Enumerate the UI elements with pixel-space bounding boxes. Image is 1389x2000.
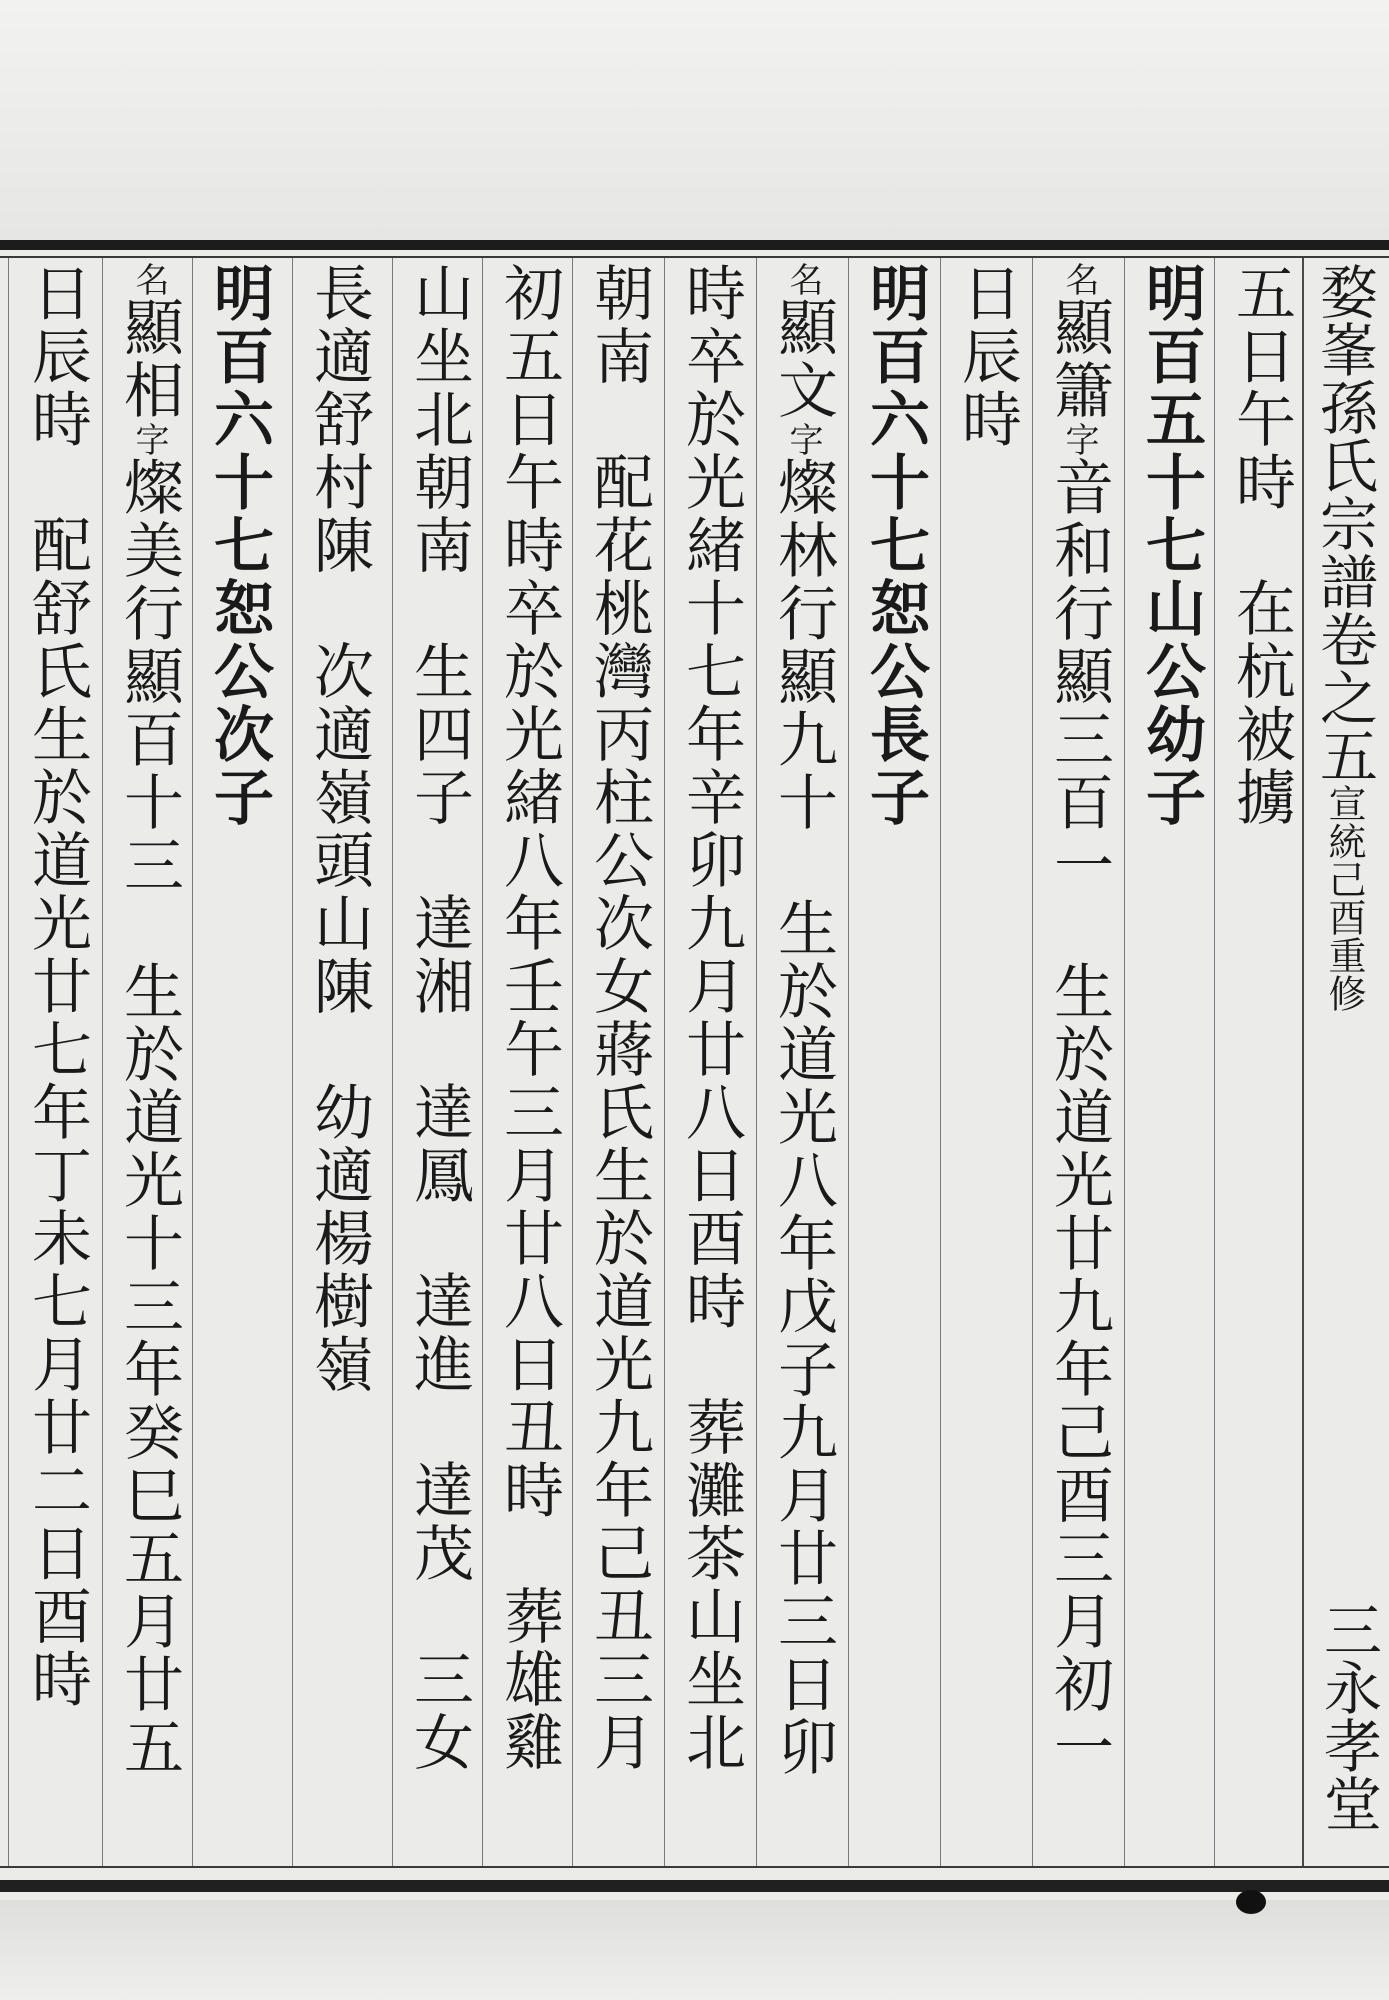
column-text: 顯相 xyxy=(114,296,184,422)
column-text: 山坐北朝南 生四子 達湘 達鳳 達進 達茂 三女 xyxy=(404,262,474,1774)
column-text: 顯簫 xyxy=(1044,296,1114,422)
text-column-7 xyxy=(672,262,750,1862)
column-divider xyxy=(664,258,665,1866)
column-text: 明百五十七山公幼子 xyxy=(1136,262,1206,829)
column-divider xyxy=(848,258,849,1866)
frame-top-border xyxy=(0,240,1389,250)
column-divider xyxy=(392,258,393,1866)
volume-label: 卷之五 xyxy=(1310,610,1378,784)
column-divider xyxy=(572,258,573,1866)
text-column-11 xyxy=(300,262,378,1862)
page-bottom-margin xyxy=(0,1900,1389,2000)
column-text: 顯文 xyxy=(768,296,838,422)
text-column-9 xyxy=(490,262,568,1862)
column-text: 音和行顯三百一 生於道光廿九年己酉三月初一 xyxy=(1044,456,1114,1779)
small-annotation: 名 xyxy=(783,262,823,296)
column-text: 明百六十七恕公長子 xyxy=(860,262,930,829)
small-annotation: 名 xyxy=(1059,262,1099,296)
column-text: 日辰時 配舒氏生於道光廿七年丁未七月廿二日酉時 xyxy=(22,262,92,1711)
column-text: 日辰時 xyxy=(952,262,1022,451)
column-text: 燦林行顯九十 生於道光八年戊子九月廿三日卯 xyxy=(768,456,838,1779)
column-text: 朝南 配花桃灣丙柱公次女蔣氏生於道光九年己丑三月 xyxy=(584,262,654,1774)
column-divider xyxy=(8,258,9,1866)
text-column-13 xyxy=(110,262,188,1862)
small-annotation: 名 xyxy=(129,262,169,296)
ink-blot xyxy=(1236,1890,1266,1914)
column-text: 明百六十七恕公次子 xyxy=(204,262,274,829)
text-column-2 xyxy=(1132,262,1210,1862)
column-text: 燦美行顯百十三 生於道光十三年癸巳五月廿五 xyxy=(114,456,184,1779)
column-divider xyxy=(1032,258,1033,1866)
small-annotation: 字 xyxy=(1059,422,1099,456)
text-column-10 xyxy=(400,262,478,1862)
text-column-1 xyxy=(1222,262,1300,1862)
text-column-8 xyxy=(580,262,658,1862)
text-column-4 xyxy=(948,262,1026,1862)
text-column-14 xyxy=(18,262,96,1862)
column-divider xyxy=(192,258,193,1866)
frame-top-inner-line xyxy=(0,256,1389,258)
column-divider xyxy=(1302,258,1304,1866)
book-title: 婺峯孫氏宗譜 xyxy=(1310,262,1378,610)
text-column-3 xyxy=(1040,262,1118,1862)
column-text: 初五日午時卒於光緒八年壬午三月廿八日丑時 葬雄雞 xyxy=(494,262,564,1774)
text-column-12 xyxy=(200,262,278,1862)
frame-bottom-inner-line xyxy=(0,1866,1389,1868)
folio-block xyxy=(1312,1600,1384,1832)
column-divider xyxy=(1214,258,1215,1866)
frame-bottom-border xyxy=(0,1880,1389,1892)
small-annotation: 字 xyxy=(129,422,169,456)
text-column-5 xyxy=(856,262,934,1862)
edition-label: 宣統己酉重修 xyxy=(1322,784,1366,1012)
column-divider xyxy=(756,258,757,1866)
small-annotation: 字 xyxy=(783,422,823,456)
column-divider xyxy=(1124,258,1125,1866)
folio-number: 三 xyxy=(1314,1600,1382,1658)
column-text: 時卒於光緒十七年辛卯九月廿八日酉時 葬灘茶山坐北 xyxy=(676,262,746,1774)
page-top-margin xyxy=(0,0,1389,240)
column-divider xyxy=(940,258,941,1866)
column-divider xyxy=(482,258,483,1866)
column-text: 五日午時 在杭被擄 xyxy=(1226,262,1296,829)
text-column-6 xyxy=(764,262,842,1862)
column-divider xyxy=(292,258,293,1866)
column-divider xyxy=(102,258,103,1866)
hall-name: 永孝堂 xyxy=(1314,1658,1382,1832)
column-text: 長適舒村陳 次適嶺頭山陳 幼適楊樹嶺 xyxy=(304,262,374,1396)
